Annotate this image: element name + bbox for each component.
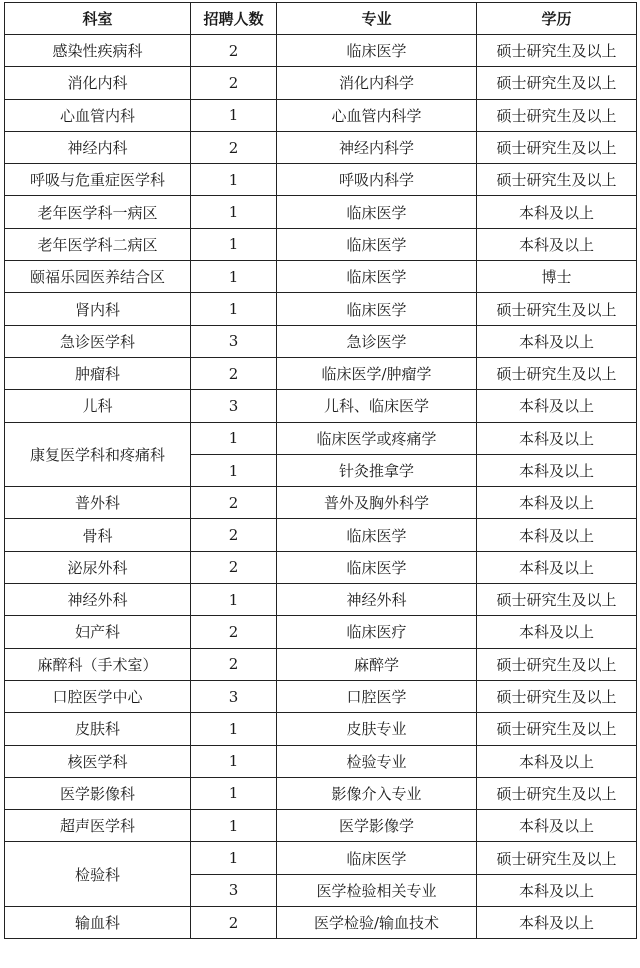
table-row (5, 519, 637, 551)
cell-education: 硕士研究生及以上 (477, 648, 637, 680)
cell-major: 临床医疗 (277, 616, 477, 648)
cell-major: 呼吸内科学 (277, 164, 477, 196)
table-row (5, 196, 637, 228)
table-row (5, 357, 637, 389)
cell-major: 临床医学 (277, 842, 477, 874)
table-row (5, 35, 637, 67)
table-row (5, 648, 637, 680)
table-body (5, 35, 637, 939)
cell-count: 1 (191, 454, 277, 486)
header-education: 学历 (477, 3, 637, 35)
cell-education: 本科及以上 (477, 616, 637, 648)
table-row (5, 487, 637, 519)
cell-dept: 心血管内科 (5, 99, 191, 131)
cell-dept: 肾内科 (5, 293, 191, 325)
cell-education: 本科及以上 (477, 228, 637, 260)
cell-count: 2 (191, 907, 277, 939)
cell-education: 硕士研究生及以上 (477, 99, 637, 131)
recruitment-table (4, 2, 637, 939)
table-row (5, 810, 637, 842)
cell-education: 本科及以上 (477, 422, 637, 454)
cell-education: 硕士研究生及以上 (477, 131, 637, 163)
cell-dept: 普外科 (5, 487, 191, 519)
cell-count: 1 (191, 810, 277, 842)
cell-education: 本科及以上 (477, 874, 637, 906)
cell-major: 口腔医学 (277, 680, 477, 712)
cell-education: 本科及以上 (477, 745, 637, 777)
cell-dept: 感染性疾病科 (5, 35, 191, 67)
cell-dept: 儿科 (5, 390, 191, 422)
cell-major: 儿科、临床医学 (277, 390, 477, 422)
cell-education: 硕士研究生及以上 (477, 357, 637, 389)
cell-dept: 妇产科 (5, 616, 191, 648)
cell-education: 本科及以上 (477, 390, 637, 422)
table-row (5, 713, 637, 745)
table-row (5, 422, 637, 454)
table-row (5, 67, 637, 99)
cell-major: 临床医学 (277, 261, 477, 293)
cell-education: 本科及以上 (477, 487, 637, 519)
cell-major: 医学检验相关专业 (277, 874, 477, 906)
table-row (5, 907, 637, 939)
cell-dept: 核医学科 (5, 745, 191, 777)
cell-count: 3 (191, 874, 277, 906)
cell-major: 临床医学 (277, 35, 477, 67)
cell-education: 本科及以上 (477, 519, 637, 551)
cell-dept: 老年医学科一病区 (5, 196, 191, 228)
cell-dept: 老年医学科二病区 (5, 228, 191, 260)
cell-count: 2 (191, 357, 277, 389)
cell-count: 1 (191, 164, 277, 196)
cell-count: 1 (191, 99, 277, 131)
cell-education: 本科及以上 (477, 325, 637, 357)
cell-count: 3 (191, 325, 277, 357)
cell-education: 硕士研究生及以上 (477, 293, 637, 325)
cell-count: 1 (191, 228, 277, 260)
header-count: 招聘人数 (191, 3, 277, 35)
table-row (5, 325, 637, 357)
cell-count: 1 (191, 777, 277, 809)
cell-dept: 肿瘤科 (5, 357, 191, 389)
table-row (5, 584, 637, 616)
cell-education: 硕士研究生及以上 (477, 35, 637, 67)
cell-major: 消化内科学 (277, 67, 477, 99)
cell-dept: 检验科 (5, 842, 191, 907)
cell-major: 医学影像学 (277, 810, 477, 842)
cell-education: 本科及以上 (477, 551, 637, 583)
cell-dept: 骨科 (5, 519, 191, 551)
cell-dept: 输血科 (5, 907, 191, 939)
cell-major: 神经外科 (277, 584, 477, 616)
cell-dept: 呼吸与危重症医学科 (5, 164, 191, 196)
cell-education: 硕士研究生及以上 (477, 777, 637, 809)
cell-count: 2 (191, 131, 277, 163)
header-dept: 科室 (5, 3, 191, 35)
cell-count: 1 (191, 584, 277, 616)
cell-major: 急诊医学 (277, 325, 477, 357)
cell-count: 1 (191, 293, 277, 325)
cell-count: 2 (191, 648, 277, 680)
cell-dept: 泌尿外科 (5, 551, 191, 583)
cell-major: 临床医学 (277, 196, 477, 228)
cell-education: 硕士研究生及以上 (477, 584, 637, 616)
cell-major: 医学检验/输血技术 (277, 907, 477, 939)
cell-count: 2 (191, 519, 277, 551)
cell-major: 皮肤专业 (277, 713, 477, 745)
cell-dept: 医学影像科 (5, 777, 191, 809)
cell-dept: 急诊医学科 (5, 325, 191, 357)
cell-dept: 麻醉科（手术室） (5, 648, 191, 680)
cell-count: 1 (191, 713, 277, 745)
table-row (5, 99, 637, 131)
cell-education: 本科及以上 (477, 454, 637, 486)
cell-education: 硕士研究生及以上 (477, 680, 637, 712)
cell-count: 2 (191, 487, 277, 519)
cell-dept: 超声医学科 (5, 810, 191, 842)
cell-major: 临床医学 (277, 228, 477, 260)
cell-dept: 康复医学科和疼痛科 (5, 422, 191, 487)
cell-count: 2 (191, 67, 277, 99)
cell-count: 3 (191, 680, 277, 712)
table-header-row (5, 3, 637, 35)
cell-dept: 神经外科 (5, 584, 191, 616)
cell-education: 本科及以上 (477, 907, 637, 939)
cell-education: 硕士研究生及以上 (477, 67, 637, 99)
cell-major: 心血管内科学 (277, 99, 477, 131)
cell-major: 检验专业 (277, 745, 477, 777)
table-row (5, 842, 637, 874)
cell-major: 针灸推拿学 (277, 454, 477, 486)
table-row (5, 777, 637, 809)
table-row (5, 131, 637, 163)
cell-education: 本科及以上 (477, 810, 637, 842)
table-row (5, 293, 637, 325)
cell-major: 临床医学 (277, 519, 477, 551)
table-row (5, 390, 637, 422)
cell-dept: 皮肤科 (5, 713, 191, 745)
table-row (5, 164, 637, 196)
cell-count: 1 (191, 261, 277, 293)
cell-education: 博士 (477, 261, 637, 293)
cell-education: 本科及以上 (477, 196, 637, 228)
table-row (5, 551, 637, 583)
cell-major: 影像介入专业 (277, 777, 477, 809)
cell-major: 临床医学 (277, 551, 477, 583)
cell-education: 硕士研究生及以上 (477, 842, 637, 874)
cell-count: 1 (191, 422, 277, 454)
cell-count: 2 (191, 35, 277, 67)
cell-dept: 消化内科 (5, 67, 191, 99)
cell-major: 临床医学/肿瘤学 (277, 357, 477, 389)
cell-education: 硕士研究生及以上 (477, 164, 637, 196)
cell-major: 临床医学 (277, 293, 477, 325)
cell-education: 硕士研究生及以上 (477, 713, 637, 745)
cell-major: 神经内科学 (277, 131, 477, 163)
table-row (5, 228, 637, 260)
cell-count: 2 (191, 616, 277, 648)
header-major: 专业 (277, 3, 477, 35)
cell-count: 3 (191, 390, 277, 422)
table-row (5, 616, 637, 648)
cell-major: 临床医学或疼痛学 (277, 422, 477, 454)
cell-dept: 口腔医学中心 (5, 680, 191, 712)
table-row (5, 745, 637, 777)
cell-count: 1 (191, 745, 277, 777)
cell-major: 普外及胸外科学 (277, 487, 477, 519)
table-row (5, 261, 637, 293)
cell-count: 2 (191, 551, 277, 583)
table-row (5, 680, 637, 712)
cell-count: 1 (191, 196, 277, 228)
cell-dept: 颐福乐园医养结合区 (5, 261, 191, 293)
cell-count: 1 (191, 842, 277, 874)
cell-major: 麻醉学 (277, 648, 477, 680)
cell-dept: 神经内科 (5, 131, 191, 163)
